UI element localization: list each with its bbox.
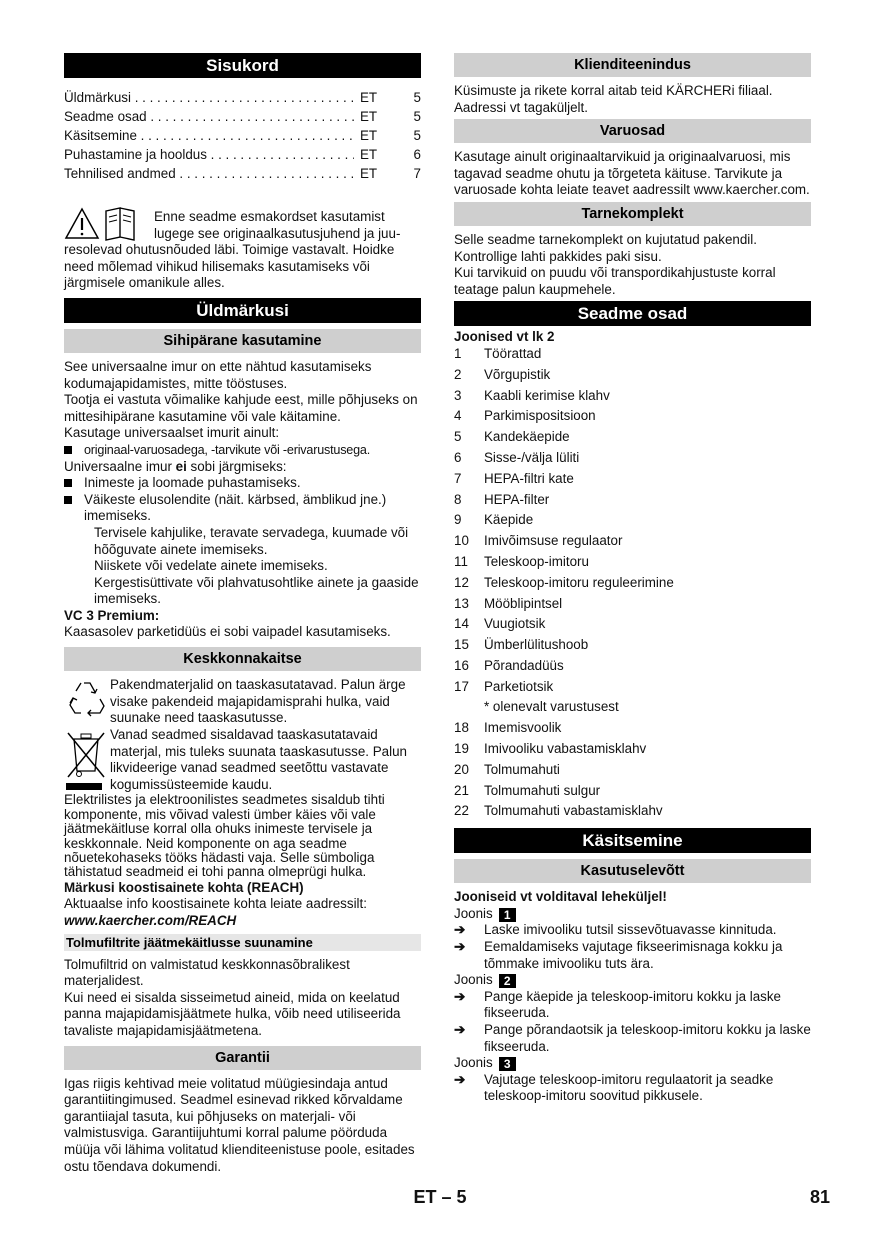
list-item <box>454 656 811 677</box>
item-label: Tolmumahuti sulgur <box>484 782 601 798</box>
filter-p2: Kui need ei sisalda sisseimetud aineid, mida on keelatud panna majapidamisjäätmete hulka, võib need utiliseerida tavaliste majapidamisjäätmetena. <box>64 989 401 1039</box>
item-label: Teleskoop-imitoru <box>484 553 589 569</box>
env-packaging <box>64 677 421 727</box>
item-number: 10 <box>454 533 469 549</box>
item-label: Sisse-/välja lüliti <box>484 449 580 465</box>
footer-page-number: 81 <box>809 1187 830 1207</box>
intended-p2: Tootja ei vastuta võimalike kahjude eest, mille põhjuseks on mittesihipärane kasutamine või vale käitamine. <box>64 392 418 424</box>
item-number: 11 <box>454 553 468 569</box>
device-elements-heading: Seadme osad <box>454 301 811 326</box>
list-item <box>454 427 811 448</box>
toc-title: Üldmärkusi . . . <box>64 88 354 107</box>
scope-p2: Kui tarvikuid on puudu või transpordikahjustuste korral teatage palun kaupmehele. <box>454 265 776 297</box>
item-number: 21 <box>454 782 469 798</box>
instruction-step <box>454 922 811 939</box>
bullet-text: Väikeste elusolendite (näit. kärbsed, ämblikud jne.) imemiseks. <box>84 491 387 524</box>
list-item <box>454 739 811 760</box>
toc-heading: Sisukord <box>64 53 421 78</box>
toc-page: 6 <box>413 147 421 162</box>
intended-use-heading: Sihipärane kasutamine <box>64 329 421 353</box>
instruction-step <box>454 939 811 972</box>
footer-section-page: ET – 5 <box>413 1187 467 1207</box>
item-number: 2 <box>454 366 462 382</box>
list-item <box>454 406 811 427</box>
list-item <box>64 442 421 459</box>
list-item <box>454 510 811 531</box>
indented-text: Tervisele kahjulike, teravate servadega, kuumade või hõõguvate ainete imemiseks. <box>94 524 409 557</box>
toc-page: 7 <box>413 166 421 181</box>
list-item <box>454 718 811 739</box>
list-item <box>454 344 811 365</box>
vc3-text: Kaasasolev parketidüüs ei sobi vaipadel kasutamiseks. <box>64 624 391 640</box>
recycle-icon <box>64 677 110 727</box>
step-text: Vajutage teleskoop-imitoru regulaatorit ja seadke teleskoop-imitoru soovitud pikkusele. <box>484 1071 774 1104</box>
toc-lang: ET <box>360 90 378 105</box>
item-number: 12 <box>454 574 469 590</box>
item-number: 7 <box>454 470 462 486</box>
list-item <box>454 573 811 594</box>
instruction-step <box>454 1072 811 1105</box>
list-item <box>454 365 811 386</box>
figure-number-badge: 1 <box>499 908 516 922</box>
intended-p4 <box>64 459 421 476</box>
item-number: 9 <box>454 512 462 528</box>
figure-number-badge: 2 <box>499 974 516 988</box>
list-item <box>454 801 811 822</box>
item-label: Parkimispositsioon <box>484 408 596 424</box>
warning-text-rest: resolevad ohutusnõuded läbi. Toimige vastavalt. Hoidke need mõlemad vihikud hilisemaks kasutamiseks või järgmisele omanikule alles. <box>64 242 395 291</box>
figure-label <box>454 1055 811 1072</box>
arrow-right-icon: ➔ <box>454 1071 466 1087</box>
toc-page: 5 <box>413 128 421 143</box>
customer-service-heading: Klienditeenindus <box>454 53 811 77</box>
bullet-icon <box>64 442 84 459</box>
item-number: 13 <box>454 595 469 611</box>
list-item <box>454 448 811 469</box>
item-label: Töörattad <box>484 345 542 361</box>
step-text: Pange põrandaotsik ja teleskoop-imitoru kokku ja laske fikseeruda. <box>484 1022 811 1054</box>
env-text: Pakendmaterjalid on taaskasutatavad. Palun ärge visake pakendeid majapidamisprahi hulka, vaid suunake need taaskasutusse. <box>110 677 406 726</box>
item-number: 3 <box>454 387 462 403</box>
toc-title: Seadme osad . . . <box>64 107 354 126</box>
toc-title: Käsitsemine . . . <box>64 126 354 145</box>
item-number: 8 <box>454 491 462 507</box>
item-number: 19 <box>454 741 469 757</box>
figure-label <box>454 906 811 923</box>
toc-page: 5 <box>413 109 421 124</box>
figure-number-badge: 3 <box>499 1057 516 1071</box>
step-text: Pange käepide ja teleskoop-imitoru kokku ja laske fikseeruda. <box>484 988 781 1021</box>
list-item <box>454 697 811 718</box>
list-item <box>454 635 811 656</box>
toc-row[interactable] <box>64 88 421 107</box>
spare-parts-heading: Varuosad <box>454 119 811 143</box>
item-label: Tolmumahuti <box>484 761 560 777</box>
text: Joonis <box>454 972 493 988</box>
item-number: 20 <box>454 761 469 777</box>
list-item <box>454 469 811 490</box>
item-label: HEPA-filter <box>484 491 550 507</box>
bullet-text: originaal-varuosadega, -tarvikute või -erivarustusega. <box>84 442 371 457</box>
list-item <box>64 492 421 525</box>
item-number: 18 <box>454 720 469 736</box>
table-of-contents <box>64 88 421 183</box>
item-number: 22 <box>454 803 469 819</box>
list-item <box>454 760 811 781</box>
item-label: Võrgupistik <box>484 366 551 382</box>
list-item <box>454 594 811 615</box>
item-number: 1 <box>454 345 462 361</box>
item-label: Imivooliku vabastamisklahv <box>484 741 647 757</box>
item-label: Käepide <box>484 512 534 528</box>
intended-p3: Kasutage universaalset imurit ainult: <box>64 425 280 441</box>
text: Joonis <box>454 1055 493 1071</box>
toc-lang: ET <box>360 147 378 162</box>
figures-reference: Joonised vt lk 2 <box>454 329 555 345</box>
weee-bin-icon <box>64 727 110 793</box>
toc-lang: ET <box>360 109 378 124</box>
item-label: Põrandadüüs <box>484 657 564 673</box>
env-text: Vanad seadmed sisaldavad taaskasutatavaid materjal, mis tuleks suunata taaskasutusse. Palun likvideerige vanad seadmed seetõttu vastavate kogumissüsteemide kaudu. <box>110 727 407 792</box>
toc-row[interactable] <box>64 145 421 164</box>
item-label: Ümberlülitushoob <box>484 637 589 653</box>
arrow-right-icon: ➔ <box>454 988 466 1004</box>
reach-heading: Märkusi koostisainete kohta (REACH) <box>64 879 304 895</box>
toc-row[interactable] <box>64 164 421 183</box>
environment-heading: Keskkonnakaitse <box>64 647 421 671</box>
spare-parts-text: Kasutage ainult originaaltarvikuid ja originaalvaruosi, mis tagavad seadme ohutu ja tõrgeteta käituse. Tarvikute ja varuosade kohta leiate teavet aadressilt www.kaercher.com. <box>454 149 810 198</box>
list-item <box>454 614 811 635</box>
list-item <box>454 552 811 573</box>
item-label: Kandekäepide <box>484 429 570 445</box>
indented-text: Kergestisüttivate või plahvatusohtlike ainete ja gaaside imemiseks. <box>94 574 419 607</box>
env-electronics-text: Elektrilistes ja elektroonilistes seadmetes sisaldub tihti komponente, mis võivad valesti ümber käies või vale jäätmekäitluse korral olla ohuks inimeste tervisele ja keskkonnale. Neid komponente on aga seadme nõuetekohaseks tööks hädasti vaja. Selle sümboliga tähistatud seadmeid ei tohi panna olmeprügi hulka. <box>64 792 385 880</box>
step-text: Eemaldamiseks vajutage fikseerimisnaga kokku ja tõmmake imivooliku tuts ära. <box>484 939 783 971</box>
reach-link[interactable]: www.kaercher.com/REACH <box>64 913 237 929</box>
general-heading: Üldmärkusi <box>64 298 421 323</box>
item-number: 6 <box>454 449 462 465</box>
arrow-right-icon: ➔ <box>454 939 466 955</box>
text: Joonis <box>454 905 493 921</box>
list-item <box>454 677 811 698</box>
item-label: Teleskoop-imitoru reguleerimine <box>484 574 674 590</box>
safety-warning <box>64 209 421 292</box>
emphasis: ei <box>175 458 187 474</box>
bullet-text: Inimeste ja loomade puhastamiseks. <box>84 475 301 491</box>
item-number: 14 <box>454 616 469 632</box>
item-label: Imemisvoolik <box>484 720 562 736</box>
text: sobi järgmiseks: <box>186 458 287 474</box>
item-label: Tolmumahuti vabastamisklahv <box>484 803 663 819</box>
item-number: 15 <box>454 637 469 653</box>
item-number: 4 <box>454 408 462 424</box>
item-label: Vuugiotsik <box>484 616 546 632</box>
list-item <box>454 781 811 802</box>
right-column <box>454 53 811 1105</box>
env-old-devices <box>64 727 421 793</box>
reach-text: Aktuaalse info koostisainete kohta leiate aadressilt: <box>64 896 367 912</box>
left-column <box>64 53 421 1175</box>
toc-row[interactable] <box>64 126 421 145</box>
parts-list <box>454 344 811 822</box>
start-up-heading: Kasutuselevõtt <box>454 859 811 883</box>
item-label: Kaabli kerimise klahv <box>484 387 610 403</box>
item-label: Imivõimsuse regulaator <box>484 533 623 549</box>
item-number: 5 <box>454 429 462 445</box>
service-text: Küsimuste ja rikete korral aitab teid KÄRCHERi filiaal. Aadressi vt tagaküljelt. <box>454 83 773 115</box>
item-label: Parketiotsik <box>484 678 554 694</box>
list-item <box>64 475 421 492</box>
bullet-icon <box>64 492 84 525</box>
text: Universaalne imur <box>64 458 176 474</box>
indented-text: Niiskete või vedelate ainete imemiseks. <box>94 558 328 574</box>
step-text: Laske imivooliku tutsil sissevõtuavasse kinnituda. <box>484 922 777 938</box>
item-label: HEPA-filtri kate <box>484 470 574 486</box>
item-label: * olenevalt varustusest <box>484 699 619 715</box>
figure-label <box>454 972 811 989</box>
arrow-right-icon: ➔ <box>454 1022 466 1038</box>
list-item <box>454 531 811 552</box>
scope-of-delivery-heading: Tarnekomplekt <box>454 202 811 226</box>
fold-out-note: Jooniseid vt volditaval leheküljel! <box>454 889 667 905</box>
item-number <box>454 697 484 718</box>
toc-lang: ET <box>360 166 378 181</box>
toc-lang: ET <box>360 128 378 143</box>
list-item <box>454 386 811 407</box>
toc-title: Puhastamine ja hooldus . . . <box>64 145 354 164</box>
warranty-text: Igas riigis kehtivad meie volitatud müügiesindaja antud garantiitingimused. Seadmel esinevad rikked kõrvaldame garantiiajal tasuta, kui põhjuseks on materjali- või valmistusviga. Garantiijuhtumi korral palume pöörduda müüja või lähima volitatud klienditeenistuse poole, esitades ostu tõendava dokumendi. <box>64 1075 415 1174</box>
instruction-step <box>454 989 811 1022</box>
item-number: 17 <box>454 678 469 694</box>
vc3-label: VC 3 Premium: <box>64 607 160 623</box>
item-label: Mööblipintsel <box>484 595 563 611</box>
filter-p1: Tolmufiltrid on valmistatud keskkonnasõbralikest materjalidest. <box>64 956 350 989</box>
toc-title: Tehnilised andmed . . . <box>64 164 354 183</box>
operation-heading: Käsitsemine <box>454 828 811 853</box>
list-item <box>454 490 811 511</box>
bullet-icon <box>64 475 84 492</box>
item-number: 16 <box>454 657 469 673</box>
intended-p1: See universaalne imur on ette nähtud kasutamiseks kodumajapidamistes, mitte tööstuses. <box>64 358 372 391</box>
arrow-right-icon: ➔ <box>454 922 466 938</box>
instruction-step <box>454 1022 811 1055</box>
filter-disposal-heading: Tolmufiltrite jäätmekäitlusse suunamine <box>64 934 421 951</box>
warning-manual-icon <box>64 205 154 241</box>
warning-text-first: Enne seadme esmakordset kasutamist lugege see originaalkasutusjuhend ja juu- <box>154 209 401 241</box>
warranty-heading: Garantii <box>64 1046 421 1070</box>
scope-p1: Selle seadme tarnekomplekt on kujutatud pakendil. Kontrollige lahti pakkides paki sisu. <box>454 231 757 264</box>
toc-page: 5 <box>413 90 421 105</box>
toc-row[interactable] <box>64 107 421 126</box>
